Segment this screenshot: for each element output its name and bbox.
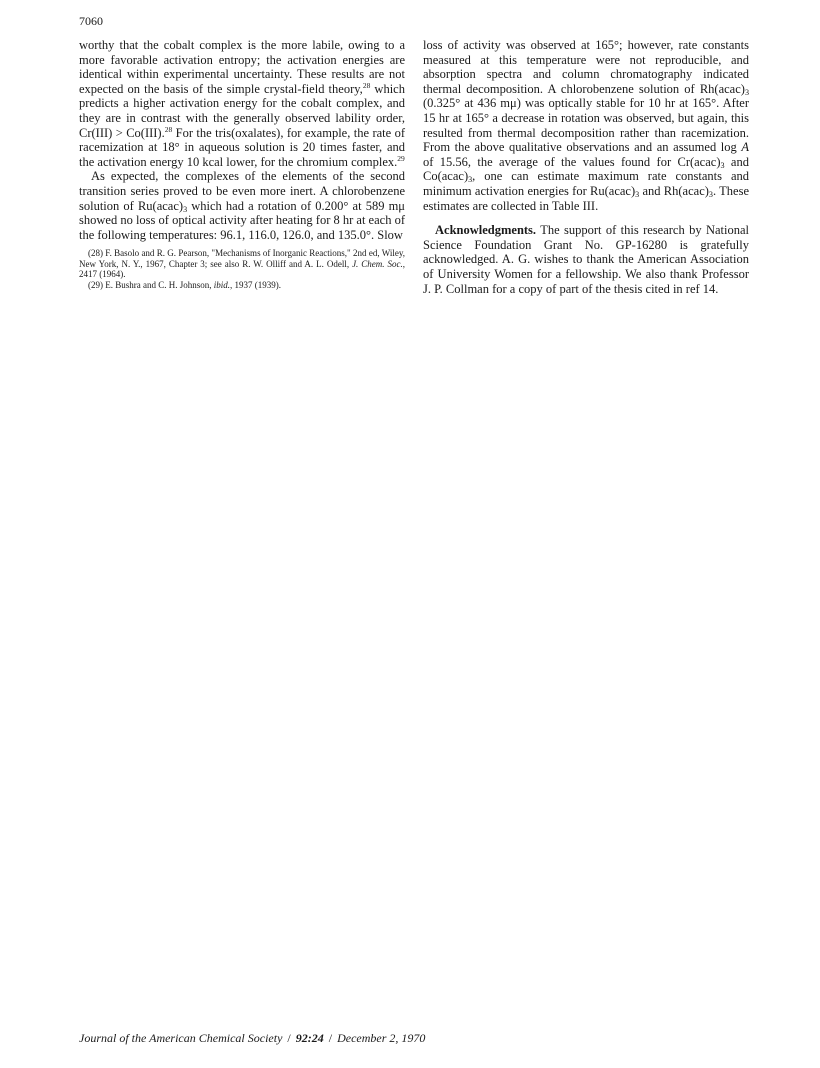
text-script: 3 — [635, 189, 640, 199]
text-run: , 2417 (1964). — [79, 258, 405, 280]
text-script: 3 — [744, 87, 749, 97]
text-run: of 15.56, the average of the values found for Cr(acac) — [423, 154, 721, 169]
text-run: and Co(acac) — [423, 154, 749, 184]
acknowledgments — [423, 223, 749, 296]
text-script: 3 — [720, 160, 725, 170]
journal-date: December 2, 1970 — [337, 1031, 426, 1045]
text-run: and Rh(acac) — [639, 183, 709, 198]
footer-separator: / — [328, 1031, 333, 1045]
journal-volume: 92:24 — [295, 1031, 324, 1045]
text-run: ibid. — [213, 279, 231, 290]
text-run: J. Chem. Soc. — [352, 258, 403, 269]
text-script: 29 — [397, 153, 405, 163]
text-run: As expected, the complexes of the elements of the second transition series proved to be even more inert. A chlorobenzene solution of Ru(acac) — [79, 169, 405, 213]
paragraph-rate-constants — [423, 38, 749, 213]
text-script: 3 — [468, 175, 473, 185]
text-script: 3 — [708, 189, 713, 199]
text-run: (29) E. Bushra and C. H. Johnson, — [88, 279, 214, 290]
text-run: . These estimates are collected in Table III. — [423, 183, 749, 213]
left-column — [79, 38, 405, 290]
page-number: 7060 — [79, 14, 103, 28]
text-script: 28 — [362, 80, 371, 90]
text-run: which had a rotation of 0.200° at 589 mμ showed no loss of optical activity after heating for 8 hr at each of the following temperatures: 96.1, 116.0, 126.0, and 135.0°. Slow — [79, 198, 405, 242]
journal-name: Journal of the American Chemical Society — [79, 1031, 283, 1045]
text-script: 3 — [183, 204, 188, 214]
text-run: A — [741, 140, 749, 155]
text-run: For the tris(oxalates), for example, the rate of racemization at 18° in aqueous solution is 20 times faster, and the activation energy 10 kcal lower, for the chromium complex. — [79, 125, 405, 169]
text-run: , one can estimate maximum rate constants and minimum activation energies for Ru(acac) — [423, 169, 749, 198]
right-column — [423, 38, 749, 296]
footnote-28 — [79, 248, 405, 279]
paragraph-lability-discussion — [79, 38, 405, 169]
footnote-29 — [79, 280, 405, 290]
text-run: , 1937 (1939). — [230, 279, 282, 290]
acknowledgments-text: The support of this research by National Science Foundation Grant No. GP-16280 is gratefully acknowledged. A. G. wishes to thank the American Association of University Women for a fellowship. We also thank Professor J. P. Collman for a copy of part of the thesis cited in ref 14. — [423, 223, 749, 296]
text-run: (0.325° at 436 mμ) was optically stable for 10 hr at 165°. After 15 hr at 165° a decrease in rotation was observed, but again, this resulted from thermal decomposition rather than racemization. From the above qualitative observations and an assumed log — [423, 96, 749, 155]
text-run: worthy that the cobalt complex is the more labile, owing to a more favorable activation entropy; the activation energies are identical within experimental uncertainty. These results are not expected on the basis of the simple crystal-field theory, — [79, 38, 405, 96]
acknowledgments-heading: Acknowledgments. — [435, 223, 537, 238]
footnotes — [79, 248, 405, 290]
text-script: 28 — [164, 124, 173, 134]
footer-separator: / — [287, 1031, 291, 1045]
text-run: (28) F. Basolo and R. G. Pearson, "Mechanisms of Inorganic Reactions," 2nd ed, Wiley, New York, N. Y., 1967, Chapter 3; see also R. W. Olliff and A. L. Odell, — [79, 248, 405, 269]
paragraph-second-series — [79, 169, 405, 242]
text-run: which predicts a higher activation energy for the cobalt complex, and they are in contrast with the generally observed lability order, Cr(III) > Co(III). — [79, 81, 405, 140]
journal-footer — [79, 1031, 425, 1046]
text-run: loss of activity was observed at 165°; however, rate constants measured at this temperature were not reproducible, and absorption spectra and column chromatography indicated thermal decomposition. A chlorobenzene solution of Rh(acac) — [423, 38, 749, 96]
